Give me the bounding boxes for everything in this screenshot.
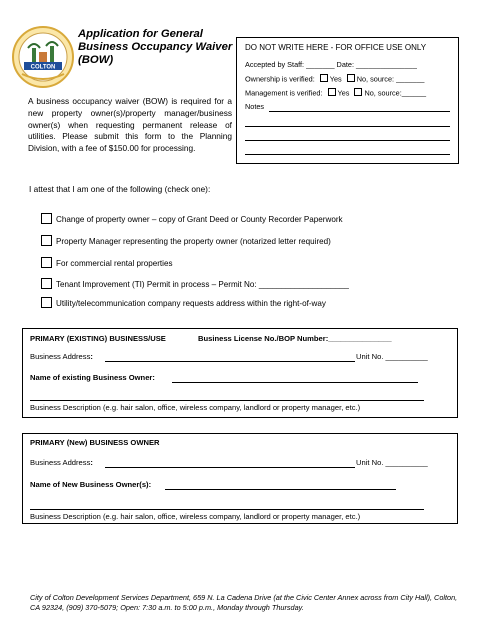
new-business-address-input[interactable] (105, 467, 355, 468)
checkbox[interactable] (41, 213, 52, 224)
management-verified-row (245, 88, 426, 98)
business-address-label: Business Address: (30, 352, 93, 361)
option-label: Property Manager representing the property owner (notarized letter required) (56, 237, 331, 246)
management-label: Management is verified: (245, 88, 323, 98)
option-change-of-owner[interactable] (41, 213, 343, 224)
new-business-address-label: Business Address: (30, 458, 93, 467)
intro-paragraph: A business occupancy waiver (BOW) is required for a new property owner(s)/property manager/business owner(s) when requesting permanent release of utilities. Please submit this form to the Planning Division, with a fee of $150.00 for processing. (28, 96, 232, 154)
business-license-field[interactable]: Business License No./BOP Number:_______________ (198, 334, 392, 343)
business-address-input[interactable] (105, 361, 355, 362)
new-business-description-label: Business Description (e.g. hair salon, office, wireless company, landlord or property manager, etc.) (30, 512, 361, 521)
checkbox[interactable] (41, 235, 52, 246)
title-line-1: Application for General (78, 28, 203, 40)
option-property-manager[interactable] (41, 235, 331, 246)
ownership-yes-label: Yes (329, 74, 342, 84)
checkbox[interactable] (41, 297, 52, 308)
office-use-header: DO NOT WRITE HERE - FOR OFFICE USE ONLY (245, 43, 427, 52)
new-owner-input[interactable] (165, 489, 396, 490)
title-line-3: (BOW) (78, 54, 114, 66)
new-owner-label: Name of New Business Owner(s): (30, 480, 152, 489)
notes-label: Notes (245, 102, 265, 111)
ownership-label: Ownership is verified: (245, 74, 315, 84)
option-tenant-improvement[interactable] (41, 278, 349, 289)
management-no-checkbox[interactable] (354, 88, 362, 96)
management-no-label: No, source:______ (364, 88, 427, 98)
checkbox[interactable] (41, 257, 52, 268)
option-label: Utility/telecommunication company requests address within the right-of-way (56, 299, 326, 308)
logo-text: COLTON (30, 64, 56, 71)
primary-new-section (22, 433, 458, 524)
option-label: Change of property owner – copy of Grant Deed or County Recorder Paperwork (56, 215, 343, 224)
option-utility-telecom[interactable] (41, 297, 326, 308)
ownership-no-checkbox[interactable] (347, 74, 355, 82)
ownership-yes-checkbox[interactable] (320, 74, 328, 82)
notes-line-1[interactable] (269, 111, 450, 112)
city-seal-logo (12, 26, 74, 88)
existing-owner-input[interactable] (172, 382, 418, 383)
option-label: Tenant Improvement (TI) Permit in process – Permit No: ____________________ (56, 280, 349, 289)
notes-line-3[interactable] (245, 140, 450, 141)
management-yes-checkbox[interactable] (328, 88, 336, 96)
ownership-verified-row (245, 74, 424, 84)
notes-line-2[interactable] (245, 126, 450, 127)
attest-statement: I attest that I am one of the following (check one): (29, 184, 211, 194)
option-label: For commercial rental properties (56, 259, 173, 268)
primary-existing-section (22, 328, 458, 418)
primary-existing-heading: PRIMARY (EXISTING) BUSINESS/USE (30, 334, 166, 343)
option-commercial-rental[interactable] (41, 257, 173, 268)
accepted-by-staff-field[interactable]: Accepted by Staff: _______ Date: _______________ (245, 60, 417, 69)
form-title (78, 28, 238, 67)
checkbox[interactable] (41, 278, 52, 289)
unit-no-field[interactable]: Unit No. __________ (356, 352, 428, 361)
primary-new-heading: PRIMARY (New) BUSINESS OWNER (30, 438, 160, 447)
management-yes-label: Yes (337, 88, 350, 98)
ownership-no-label: No, source: _______ (356, 74, 425, 84)
footer-address: City of Colton Development Services Department, 659 N. La Cadena Drive (at the Civic Center Annex across from City Hall), Colton, CA 92324, (909) 370-5079; Open: 7:30 a.m. to 5:00 p.m., Monday through Thursday. (30, 593, 458, 612)
notes-line-4[interactable] (245, 154, 450, 155)
business-description-label: Business Description (e.g. hair salon, office, wireless company, landlord or property manager, etc.) (30, 403, 361, 412)
new-unit-no-field[interactable]: Unit No. __________ (356, 458, 428, 467)
existing-owner-label: Name of existing Business Owner: (30, 373, 155, 382)
title-line-2: Business Occupancy Waiver (78, 41, 233, 53)
new-business-description-input[interactable] (30, 509, 424, 510)
business-description-input[interactable] (30, 400, 424, 401)
office-use-box (236, 37, 459, 164)
